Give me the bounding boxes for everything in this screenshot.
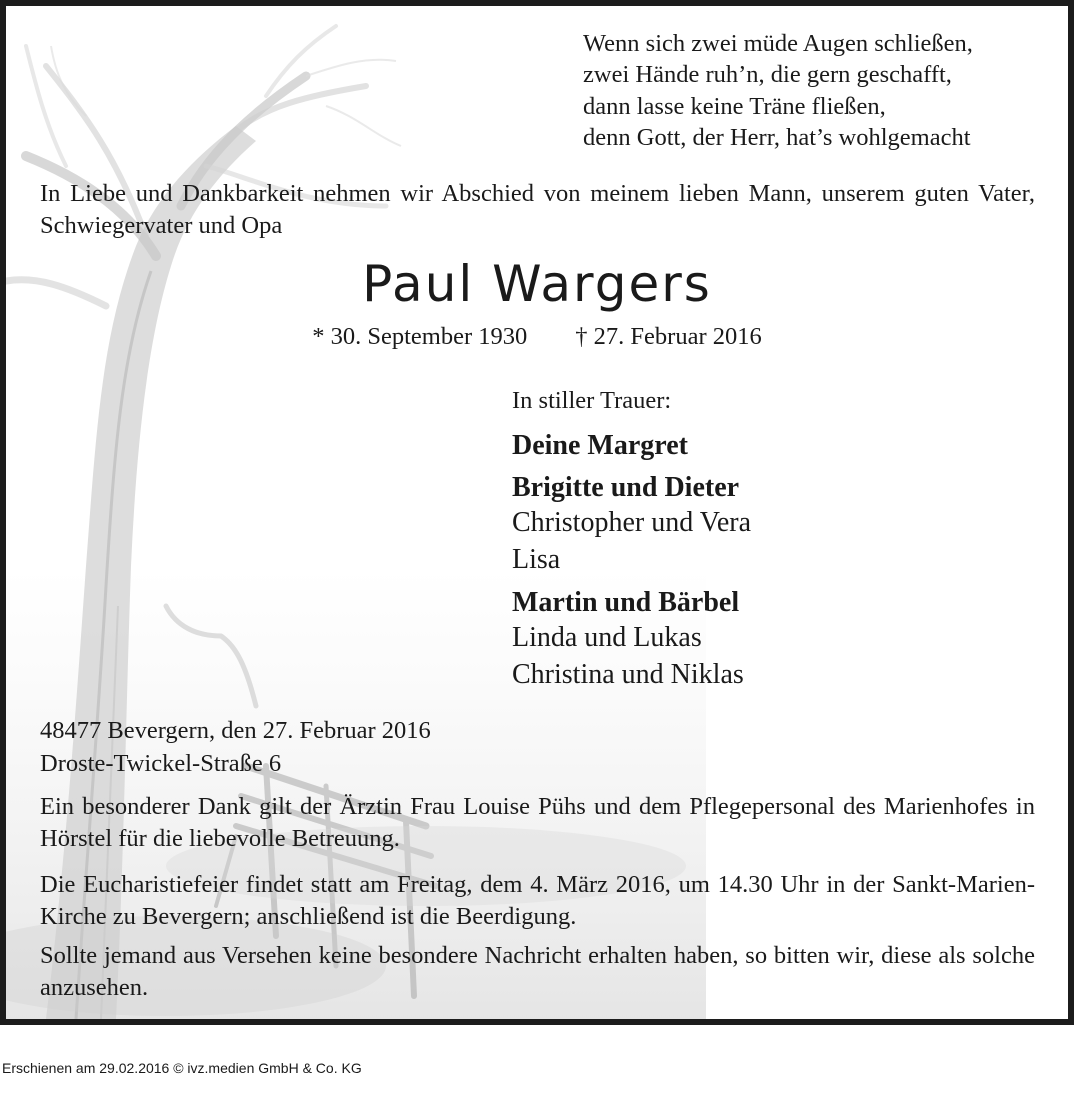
- mourner-primary: Martin und Bärbel: [512, 587, 740, 618]
- publication-footer: Erschienen am 29.02.2016 © ivz.medien GmbH & Co. KG: [2, 1060, 362, 1076]
- birth-date: * 30. September 1930: [312, 323, 528, 350]
- deceased-name: Paul Wargers: [362, 255, 712, 313]
- mourner-primary: Brigitte und Dieter: [512, 472, 740, 503]
- life-dates: [6, 322, 1068, 352]
- mourner-secondary: Linda und Lukas: [512, 622, 702, 653]
- mourner-group: [512, 471, 751, 578]
- poem-line: dann lasse keine Träne fließen,: [583, 92, 886, 120]
- mourner-primary: Deine Margret: [512, 430, 688, 461]
- service-paragraph: Die Eucharistiefeier findet statt am Freitag, dem 4. März 2016, um 14.30 Uhr in der Sankt-Marien-Kirche zu Bevergern; anschließend ist die Beerdigung.: [40, 871, 1035, 930]
- mourner-secondary: Christina und Niklas: [512, 658, 744, 690]
- poem: [583, 28, 973, 153]
- poem-line: denn Gott, der Herr, hat’s wohlgemacht: [583, 123, 971, 151]
- thanks-paragraph: Ein besonderer Dank gilt der Ärztin Frau Louise Pühs und dem Pflegepersonal des Marienhofes in Hörstel für die liebevolle Betreuung.: [40, 793, 1035, 852]
- mourner-group: [512, 586, 751, 693]
- address-street: Droste-Twickel-Straße 6: [40, 749, 282, 777]
- mourners-list: [512, 386, 751, 701]
- address-place-date: 48477 Bevergern, den 27. Februar 2016: [40, 717, 431, 744]
- mourner-secondary: Lisa: [512, 543, 561, 575]
- address-block: [40, 715, 431, 780]
- notice-paragraph: Sollte jemand aus Versehen keine besondere Nachricht erhalten haben, so bitten wir, diese als solche anzusehen.: [40, 942, 1035, 1001]
- poem-line: Wenn sich zwei müde Augen schließen,: [583, 30, 973, 57]
- poem-line: zwei Hände ruh’n, die gern geschafft,: [583, 61, 952, 89]
- mourner-group: [512, 429, 751, 463]
- mourners-lead: In stiller Trauer:: [512, 387, 672, 414]
- intro-text: In Liebe und Dankbarkeit nehmen wir Abschied von meinem lieben Mann, unserem guten Vater, Schwiegervater und Opa: [40, 180, 1035, 239]
- death-date: † 27. Februar 2016: [575, 323, 762, 350]
- mourner-secondary: Christopher und Vera: [512, 507, 751, 538]
